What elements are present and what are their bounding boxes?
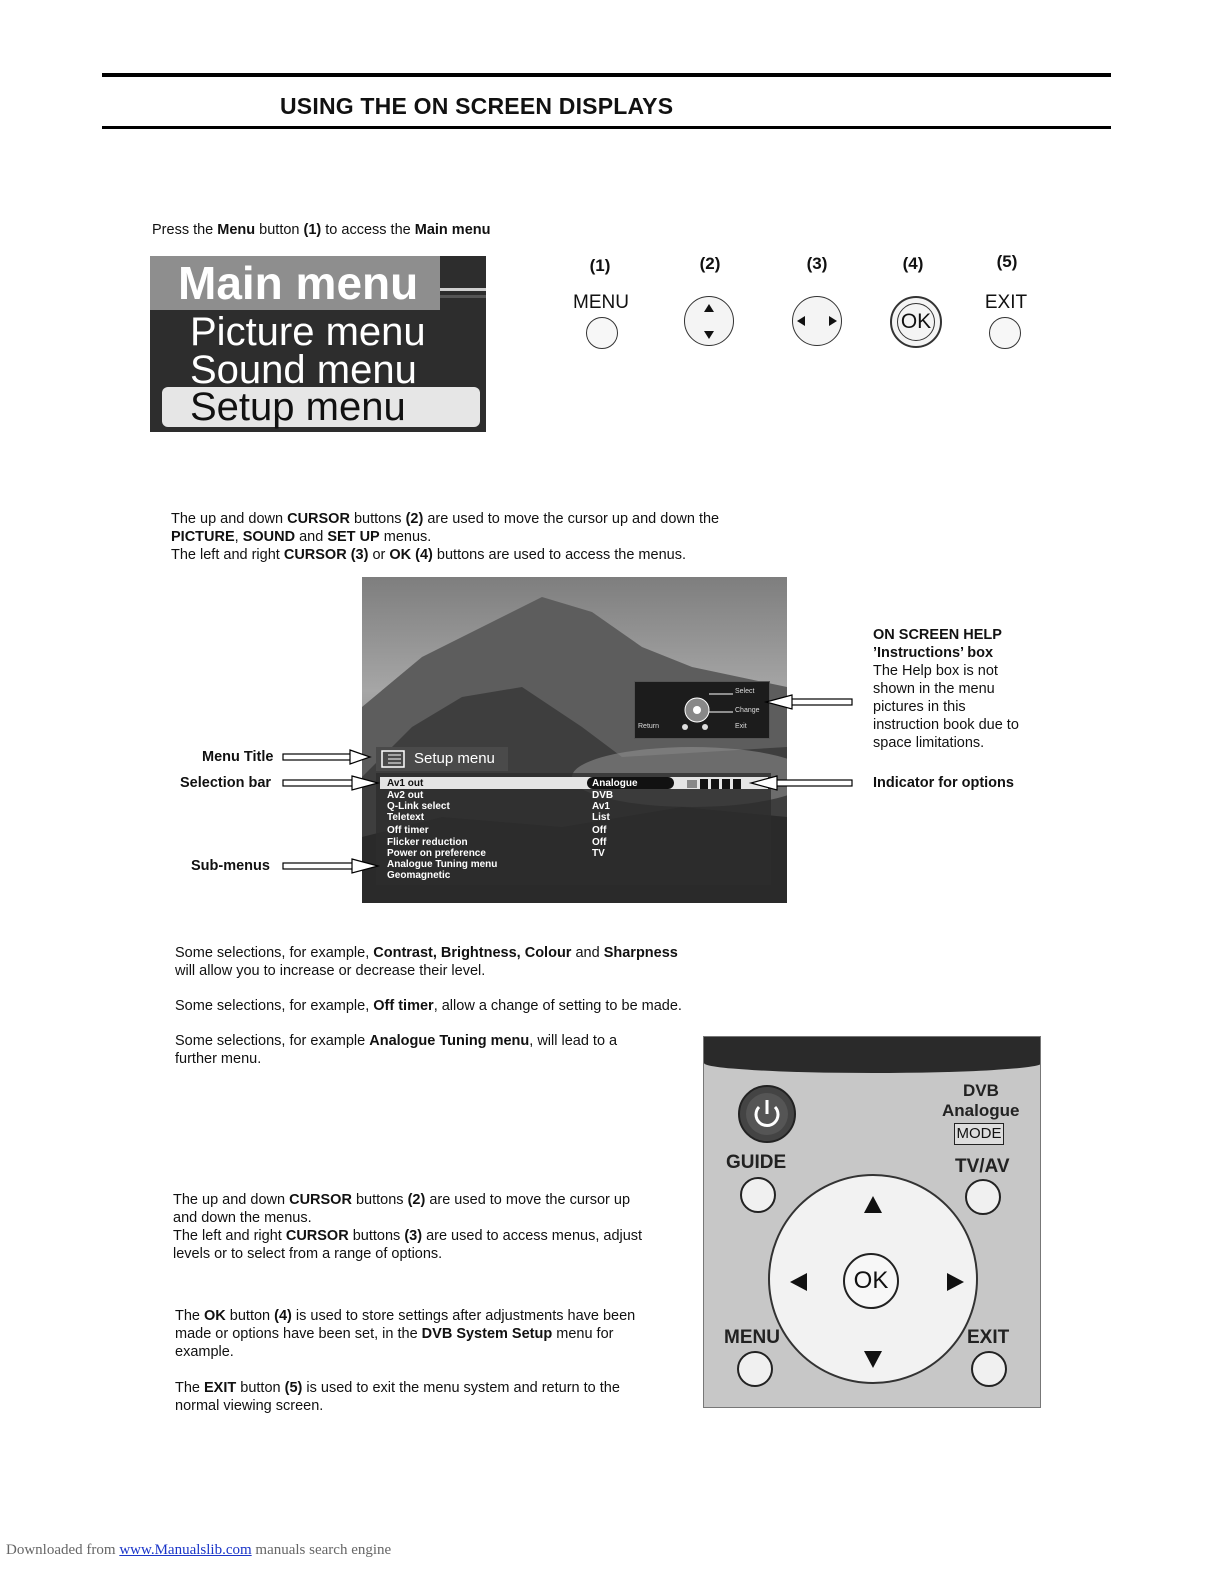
setup-row-av1[interactable]: Av1 out (387, 778, 424, 789)
main-menu-title: Main menu (150, 256, 440, 310)
setup-row-offtimer[interactable]: Off timer (387, 825, 429, 836)
button-number-5: (5) (996, 252, 1018, 271)
remote-analogue-label: Analogue (942, 1101, 1020, 1120)
left-right-cursor-button[interactable] (792, 296, 842, 346)
remote-dvb-label: DVB (963, 1081, 999, 1100)
help-instructions-box (634, 681, 770, 739)
title-underline (102, 126, 1111, 129)
intro-text: Press the Menu button (1) to access the Main menu (152, 222, 491, 238)
power-button[interactable] (738, 1085, 796, 1143)
button-number-4: (4) (902, 254, 924, 273)
callout-selection-bar: Selection bar (180, 775, 272, 791)
setup-row-teletext[interactable]: Teletext (387, 812, 425, 823)
tv-screen-image (362, 577, 787, 903)
menu-list-icon (380, 749, 408, 769)
help-body-line: shown in the menu (873, 681, 995, 697)
footer: Downloaded from www.Manualslib.com manuals search engine (6, 1542, 392, 1558)
power-icon (740, 1087, 794, 1141)
ok-exit-text: The OK button (4) is used to store settings after adjustments have been made or options have been set, in the DVB System Setup menu for example. The EXIT button (5) is used to exit the menu system and return to the normal viewing screen. (175, 1308, 636, 1414)
main-menu-item-setup[interactable]: Setup menu (190, 385, 406, 429)
setup-value-flicker: Off (592, 837, 607, 848)
remote-tvav-label: TV/AV (955, 1156, 1010, 1177)
left-right-arrows-icon (793, 297, 841, 345)
up-down-arrows-icon (685, 297, 733, 345)
button-number-1: (1) (589, 256, 611, 275)
setup-row-flicker[interactable]: Flicker reduction (387, 837, 468, 848)
mode-button[interactable]: MODE (954, 1123, 1004, 1145)
main-menu-title-line (440, 295, 486, 298)
setup-row-poweron[interactable]: Power on preference (387, 848, 486, 859)
exit-button[interactable] (989, 317, 1021, 349)
up-down-cursor-button[interactable] (684, 296, 734, 346)
ok-button-label: OK (897, 303, 935, 341)
manualslib-link[interactable]: www.Manualslib.com (119, 1542, 252, 1558)
help-heading-2: ’Instructions’ box (873, 645, 994, 661)
remote-guide-label: GUIDE (726, 1152, 787, 1173)
setup-row-geomagnetic[interactable]: Geomagnetic (387, 870, 451, 881)
remote-menu-button[interactable] (737, 1351, 773, 1387)
arrow-menu-title (283, 750, 370, 764)
remote-ok-button[interactable] (843, 1253, 899, 1309)
remote-control-image (703, 1036, 1041, 1408)
indicator-bars-icon (687, 778, 749, 790)
remote-top-edge (704, 1037, 1041, 1073)
setup-row-analogue-tuning[interactable]: Analogue Tuning menu (387, 859, 498, 870)
setup-value-poweron: TV (592, 848, 605, 859)
setup-row-av2[interactable]: Av2 out (387, 790, 424, 801)
cursor-usage-text: The up and down CURSOR buttons (2) are used to move the cursor up and down the menus. The left and right CURSOR buttons (3) are used to access menus, adjust levels or to select from a range of options. (173, 1192, 643, 1262)
help-body-line: pictures in this (873, 699, 966, 715)
help-return: Return (638, 723, 660, 730)
menu-button-label: MENU (573, 292, 629, 313)
button-number-3: (3) (806, 254, 828, 273)
help-body-line: instruction book due to (873, 717, 1019, 733)
callout-menu-title: Menu Title (202, 749, 274, 765)
options-indicator (687, 777, 749, 789)
setup-value-teletext: List (592, 812, 610, 823)
button-number-2: (2) (699, 254, 721, 273)
exit-button-label: EXIT (984, 292, 1028, 313)
remote-exit-button[interactable] (971, 1351, 1007, 1387)
help-heading-1: ON SCREEN HELP (873, 627, 1002, 643)
setup-value-qlink: Av1 (592, 801, 610, 812)
ok-button[interactable] (890, 296, 942, 348)
menu-button[interactable] (586, 317, 618, 349)
main-menu-title-line (440, 288, 486, 291)
callout-indicator: Indicator for options (873, 775, 1014, 791)
main-menu-item-picture[interactable]: Picture menu (190, 310, 426, 354)
help-exit: Exit (735, 723, 747, 730)
help-body-line: The Help box is not (873, 663, 998, 679)
remote-menu-label: MENU (724, 1327, 780, 1348)
help-change: Change (735, 707, 760, 714)
setup-value-av1: Analogue (592, 778, 638, 789)
setup-row-qlink[interactable]: Q-Link select (387, 801, 450, 812)
help-body-line: space limitations. (873, 735, 985, 751)
main-menu-item-sound[interactable]: Sound menu (190, 348, 417, 392)
remote-exit-label: EXIT (967, 1327, 1010, 1348)
top-rule (102, 73, 1111, 77)
remote-ok-label: OK (853, 1267, 889, 1294)
selections-text: Some selections, for example, Contrast, Brightness, Colour and Sharpness will allow you to increase or decrease their level. Some selections, for example, Off timer, allow a change of setting to be made. Some selections, for example Analogue Tuning menu, will lead to a further menu. (175, 945, 682, 1067)
setup-menu-titlebar (376, 747, 508, 771)
help-select: Select (735, 688, 755, 695)
cursor-instructions: The up and down CURSOR buttons (2) are used to move the cursor up and down the PICTURE, SOUND and SET UP menus. The left and right CURSOR (3) or OK (4) buttons are used to access the menus. (171, 511, 720, 563)
page-title: USING THE ON SCREEN DISPLAYS (280, 93, 674, 119)
callout-sub-menus: Sub-menus (191, 858, 270, 874)
help-box-description (873, 626, 1019, 752)
setup-value-av2: DVB (592, 790, 614, 801)
setup-value-offtimer: Off (592, 825, 607, 836)
setup-menu-title: Setup menu (414, 750, 495, 767)
